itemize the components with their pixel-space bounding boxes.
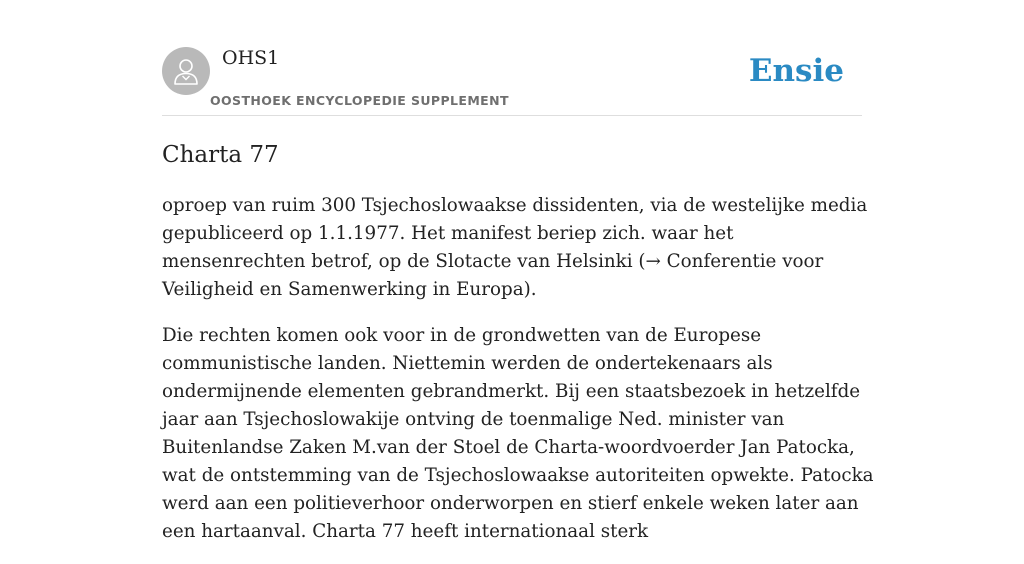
user-name[interactable]: OHS1	[222, 47, 280, 69]
article-paragraph: Die rechten komen ook voor in de grondwetten van de Europese communistische landen. Niettemin werden de ondertekenaars als ondermijnende elementen gebrandmerkt. Bij een staatsbezoek in hetzelfde jaar aan Tsjechoslowakije ontving de toenmalige Ned. minister van Buitenlandse Zaken M.van der Stoel de Charta-woordvoerder Jan Patocka, wat de ontstemming van de Tsjechoslowaakse autoriteiten opwekte. Patocka werd aan een politieverhoor onderworpen en stierf enkele weken later aan een hartaanval. Charta 77 heeft internationaal sterk	[162, 325, 874, 542]
brand-logo[interactable]: Ensie	[748, 53, 844, 89]
article-paragraph: oproep van ruim 300 Tsjechoslowaakse dissidenten, via de westelijke media gepubliceerd op 1.1.1977. Het manifest beriep zich. waar het mensenrechten betrof, op de Slotacte van Helsinki (→ Conferentie voor Veiligheid en Samenwerking in Europa).	[162, 195, 868, 300]
header	[162, 46, 862, 116]
user-icon	[171, 56, 201, 86]
article-body	[162, 192, 882, 564]
avatar[interactable]	[162, 47, 210, 95]
supplement-label[interactable]: OOSTHOEK ENCYCLOPEDIE SUPPLEMENT	[210, 93, 509, 108]
page-title: Charta 77	[162, 142, 279, 168]
